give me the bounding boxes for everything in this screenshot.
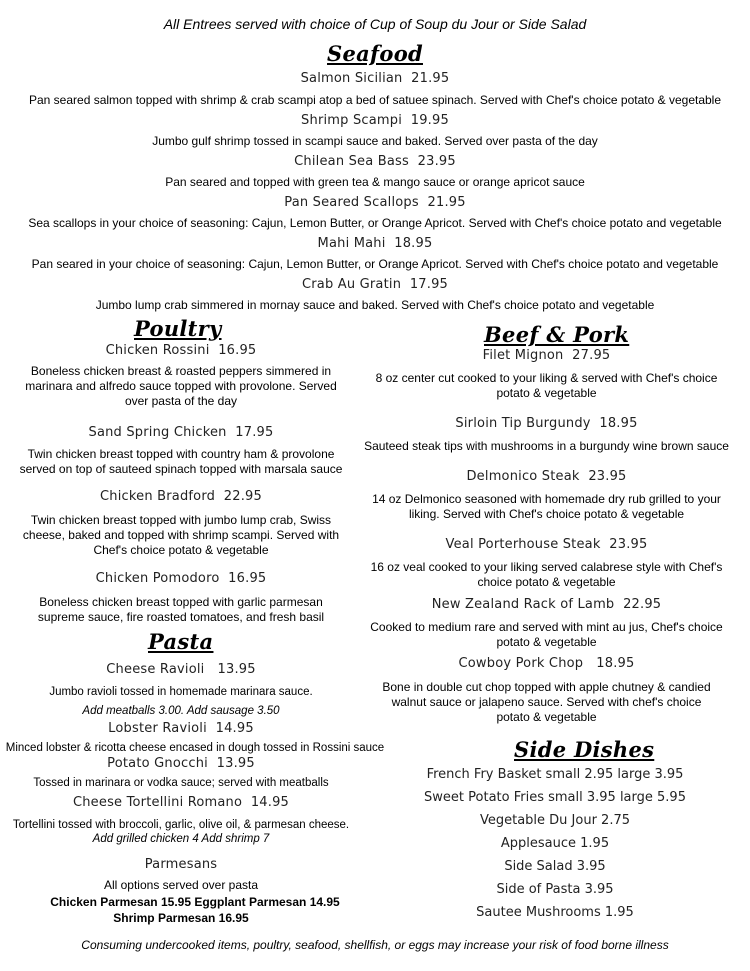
pasta-item-desc: Minced lobster & ricotta cheese encased in dough tossed in Rossini sauce bbox=[5, 742, 385, 754]
poultry-item-desc: Twin chicken breast topped with country ham & provolone served on top of sauteed spinach topped with marsala sauce bbox=[19, 447, 343, 476]
poultry-item-name: Chicken Rossini 16.95 bbox=[105, 343, 257, 358]
beef-item-desc: Cooked to medium rare and served with mint au jus, Chef's choice potato & vegetable bbox=[370, 620, 723, 649]
side-item: Sweet Potato Fries small 3.95 large 5.95 bbox=[424, 790, 686, 805]
pasta-addons: Add meatballs 3.00. Add sausage 3.50 bbox=[82, 705, 280, 717]
beef-item-name: Filet Mignon 27.95 bbox=[482, 348, 611, 363]
seafood-item-desc: Sea scallops in your choice of seasoning: Cajun, Lemon Butter, or Orange Apricot. Served with Chef's choice potato and vegetable bbox=[28, 216, 722, 230]
parmesans-name: Parmesans bbox=[144, 857, 218, 872]
pasta-item-name: Lobster Ravioli 14.95 bbox=[108, 721, 254, 736]
poultry-item-name: Sand Spring Chicken 17.95 bbox=[88, 425, 274, 440]
beef-item-desc: Sauteed steak tips with mushrooms in a burgundy wine brown sauce bbox=[364, 439, 729, 453]
pasta-item-name: Cheese Tortellini Romano 14.95 bbox=[72, 795, 290, 810]
beef-item-desc: 14 oz Delmonico seasoned with homemade dry rub grilled to your liking. Served with Chef's choice potato & vegetable bbox=[372, 492, 721, 521]
beef-item-name: Sirloin Tip Burgundy 18.95 bbox=[455, 416, 638, 431]
pasta-addons: Add grilled chicken 4 Add shrimp 7 bbox=[92, 833, 270, 845]
side-item: Side Salad 3.95 bbox=[504, 859, 606, 874]
side-item: Applesauce 1.95 bbox=[500, 836, 610, 851]
side-item: French Fry Basket small 2.95 large 3.95 bbox=[426, 767, 684, 782]
seafood-item-name: Shrimp Scampi 19.95 bbox=[301, 113, 449, 128]
beef-item-name: Delmonico Steak 23.95 bbox=[466, 469, 627, 484]
seafood-item-desc: Pan seared salmon topped with shrimp & crab scampi atop a bed of satuee spinach. Served with Chef's choice potato & vegetable bbox=[28, 93, 722, 107]
beef-item-name: New Zealand Rack of Lamb 22.95 bbox=[431, 597, 662, 612]
poultry-item-desc: Twin chicken breast topped with jumbo lump crab, Swiss cheese, baked and topped with shrimp scampi. Served with Chef's choice potato & vegetable bbox=[22, 513, 340, 557]
side-dishes-title: Side Dishes bbox=[514, 737, 655, 762]
seafood-item-name: Pan Seared Scallops 21.95 bbox=[284, 195, 466, 210]
parmesans-line-2: Shrimp Parmesan 16.95 bbox=[113, 911, 249, 925]
side-item: Sautee Mushrooms 1.95 bbox=[476, 905, 634, 920]
poultry-item-desc: Boneless chicken breast topped with garlic parmesan supreme sauce, fire roasted tomatoes, and fresh basil bbox=[37, 595, 325, 624]
poultry-item-name: Chicken Bradford 22.95 bbox=[100, 489, 262, 504]
beef-item-name: Cowboy Pork Chop 18.95 bbox=[458, 656, 635, 671]
side-item: Vegetable Du Jour 2.75 bbox=[479, 813, 631, 828]
pasta-item-name: Cheese Ravioli 13.95 bbox=[106, 662, 256, 677]
seafood-title: Seafood bbox=[327, 41, 423, 66]
seafood-item-name: Salmon Sicilian 21.95 bbox=[300, 71, 450, 86]
seafood-item-desc: Jumbo lump crab simmered in mornay sauce and baked. Served with Chef's choice potato and vegetable bbox=[95, 298, 655, 312]
side-item: Side of Pasta 3.95 bbox=[496, 882, 614, 897]
beef-pork-title: Beef & Pork bbox=[484, 322, 630, 347]
pasta-title: Pasta bbox=[148, 629, 214, 654]
seafood-item-desc: Pan seared in your choice of seasoning: Cajun, Lemon Butter, or Orange Apricot. Served with Chef's choice potato and vegetable bbox=[31, 257, 719, 271]
poultry-item-desc: Boneless chicken breast & roasted peppers simmered in marinara and alfredo sauce topped with provolone. Served over pasta of the day bbox=[25, 364, 337, 408]
beef-item-desc: Bone in double cut chop topped with apple chutney & candied walnut sauce or jalapeno sauce. Served with chef's choice potato & vegetable bbox=[382, 680, 711, 724]
pasta-item-name: Potato Gnocchi 13.95 bbox=[107, 756, 255, 771]
parmesans-note: All options served over pasta bbox=[103, 878, 259, 892]
seafood-item-desc: Jumbo gulf shrimp tossed in scampi sauce and baked. Served over pasta of the day bbox=[152, 134, 598, 148]
poultry-item-name: Chicken Pomodoro 16.95 bbox=[95, 571, 267, 586]
parmesans-line-1: Chicken Parmesan 15.95 Eggplant Parmesan 14.95 bbox=[50, 895, 340, 909]
pasta-item-desc: Tossed in marinara or vodka sauce; served with meatballs bbox=[33, 777, 329, 789]
pasta-item-desc: Tortellini tossed with broccoli, garlic, olive oil, & parmesan cheese. bbox=[12, 819, 350, 831]
seafood-item-desc: Pan seared and topped with green tea & mango sauce or orange apricot sauce bbox=[165, 175, 585, 189]
beef-item-name: Veal Porterhouse Steak 23.95 bbox=[445, 537, 648, 552]
pasta-item-desc: Jumbo ravioli tossed in homemade marinara sauce. bbox=[49, 686, 313, 698]
beef-item-desc: 8 oz center cut cooked to your liking & served with Chef's choice potato & vegetable bbox=[375, 371, 718, 400]
poultry-title: Poultry bbox=[134, 316, 222, 341]
seafood-item-name: Crab Au Gratin 17.95 bbox=[301, 277, 449, 292]
seafood-item-name: Mahi Mahi 18.95 bbox=[317, 236, 433, 251]
food-safety-warning: Consuming undercooked items, poultry, seafood, shellfish, or eggs may increase your risk of food borne illness bbox=[81, 938, 669, 952]
seafood-item-name: Chilean Sea Bass 23.95 bbox=[294, 154, 456, 169]
entree-note: All Entrees served with choice of Cup of Soup du Jour or Side Salad bbox=[163, 16, 587, 32]
beef-item-desc: 16 oz veal cooked to your liking served calabrese style with Chef's choice potato & vegetable bbox=[370, 560, 723, 589]
